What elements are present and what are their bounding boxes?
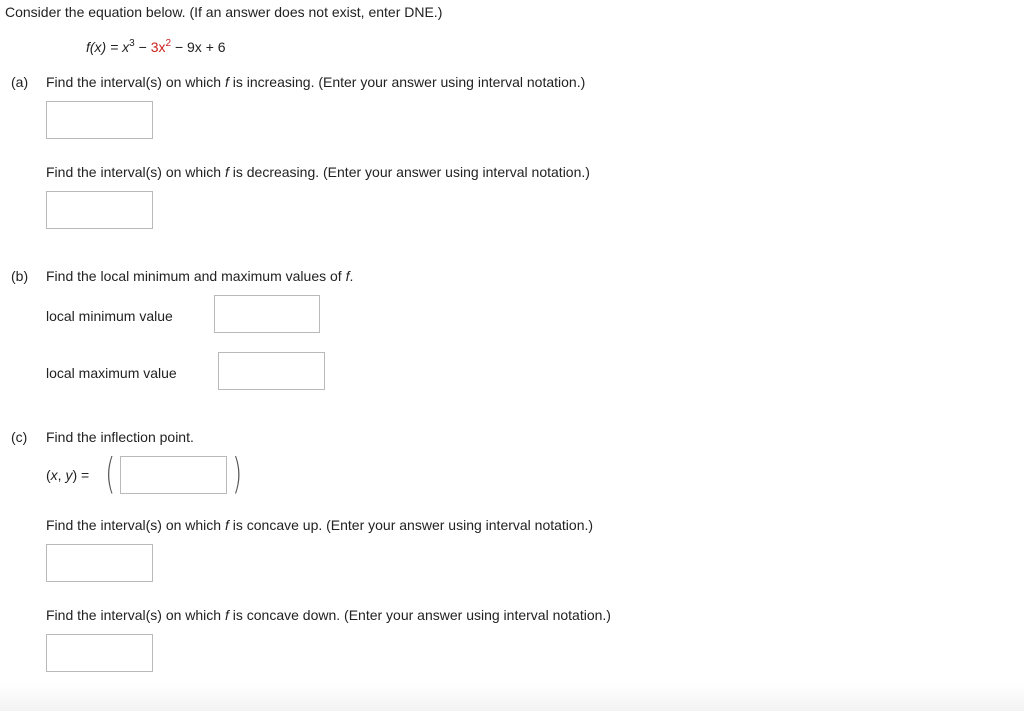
part-b-label: (b)	[11, 268, 29, 284]
right-paren: )	[232, 449, 243, 498]
decreasing-question	[46, 164, 590, 180]
equation	[86, 39, 226, 58]
f-symbol: f	[224, 607, 229, 623]
part-c-label: (c)	[11, 429, 28, 445]
left-paren: (	[105, 449, 116, 498]
f-symbol: f	[224, 164, 229, 180]
f-symbol: f	[224, 517, 229, 533]
f-symbol: f	[345, 268, 350, 284]
local-min-input[interactable]	[214, 295, 320, 333]
intro-text: Consider the equation below. (If an answer does not exist, enter DNE.)	[5, 4, 443, 20]
equation-rest: − 9x + 6	[171, 39, 226, 55]
xy-close: ) =	[72, 467, 90, 483]
local-max-label: local maximum value	[46, 365, 177, 381]
local-extrema-question	[46, 268, 353, 284]
inflection-point-input[interactable]	[120, 456, 227, 494]
concave-down-question	[46, 607, 611, 623]
y-symbol: y	[65, 467, 73, 483]
equation-exp2: 2	[165, 38, 172, 49]
xy-label	[46, 467, 89, 483]
question-text: Find the local minimum and maximum values of	[46, 268, 346, 284]
increasing-question	[46, 74, 585, 90]
equation-exp1: 3	[129, 38, 135, 49]
x-symbol: x	[50, 467, 58, 483]
equation-term2: 3x	[150, 39, 166, 55]
question-text: Find the interval(s) on which	[46, 74, 225, 90]
question-text: .	[349, 268, 354, 284]
page-footer-shade	[0, 683, 1024, 711]
inflection-question: Find the inflection point.	[46, 429, 194, 445]
question-text: Find the interval(s) on which	[46, 164, 225, 180]
equation-lhs: f(x) = x	[86, 39, 130, 55]
decreasing-interval-input[interactable]	[46, 191, 153, 229]
local-max-input[interactable]	[218, 352, 325, 390]
equation-minus: −	[134, 39, 151, 55]
xy-comma: ,	[57, 467, 66, 483]
local-min-label: local minimum value	[46, 308, 173, 324]
question-text: Find the interval(s) on which	[46, 607, 225, 623]
concave-down-input[interactable]	[46, 634, 153, 672]
question-text: is increasing. (Enter your answer using interval notation.)	[228, 74, 586, 90]
xy-open: (	[46, 467, 51, 483]
concave-up-question	[46, 517, 593, 533]
concave-up-input[interactable]	[46, 544, 153, 582]
question-text: is decreasing. (Enter your answer using interval notation.)	[228, 164, 590, 180]
part-a-label: (a)	[11, 74, 29, 90]
increasing-interval-input[interactable]	[46, 101, 153, 139]
question-text: Find the interval(s) on which	[46, 517, 225, 533]
f-symbol: f	[224, 74, 229, 90]
question-text: is concave up. (Enter your answer using interval notation.)	[228, 517, 594, 533]
question-text: is concave down. (Enter your answer using interval notation.)	[228, 607, 611, 623]
